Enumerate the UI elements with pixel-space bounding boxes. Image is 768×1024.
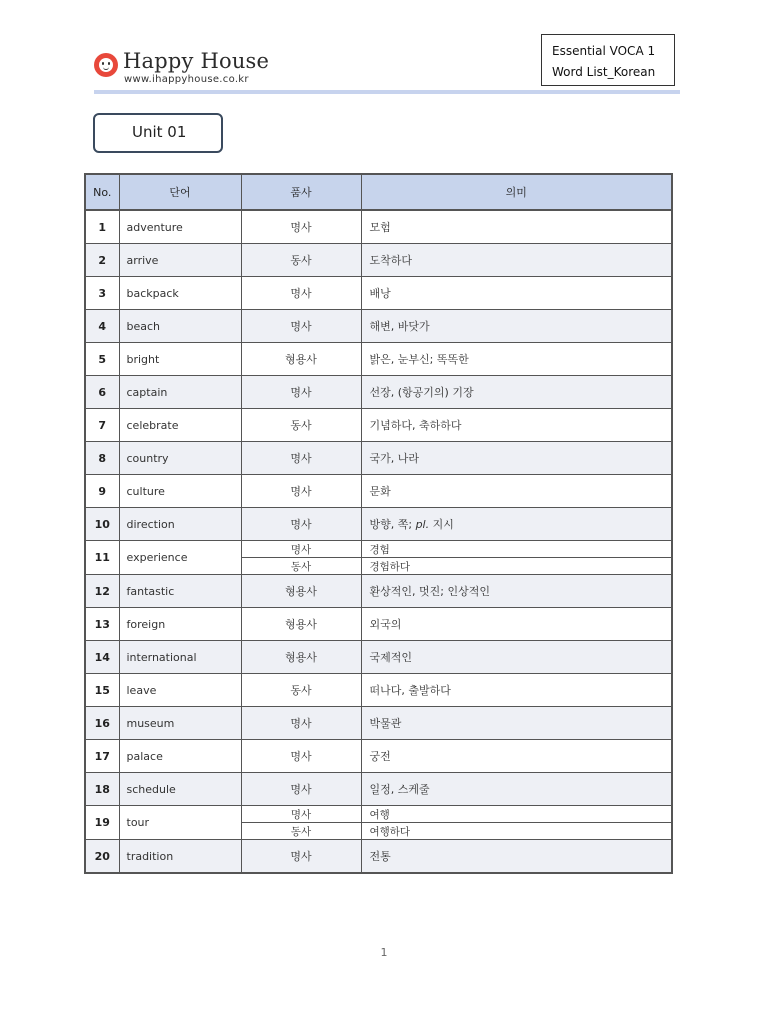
pos-cell: 명사 <box>241 277 361 310</box>
row-number: 17 <box>85 740 119 773</box>
table-row <box>85 707 672 740</box>
meaning-cell: 환상적인, 멋진; 인상적인 <box>361 575 672 608</box>
unit-label: Unit 01 <box>93 113 223 153</box>
row-number: 18 <box>85 773 119 806</box>
pos-cell: 동사 <box>241 823 361 840</box>
meaning-cell: 방향, 쪽; pl. 지시 <box>361 508 672 541</box>
document-subtitle: Word List_Korean <box>552 65 656 79</box>
row-number: 7 <box>85 409 119 442</box>
table-row <box>85 674 672 707</box>
word-cell: palace <box>119 740 241 773</box>
row-number: 4 <box>85 310 119 343</box>
row-number: 20 <box>85 840 119 874</box>
pos-cell: 명사 <box>241 840 361 874</box>
meaning-cell: 경험하다 <box>361 558 672 575</box>
row-number: 5 <box>85 343 119 376</box>
meaning-cell: 문화 <box>361 475 672 508</box>
brand-url: www.ihappyhouse.co.kr <box>124 74 249 85</box>
word-cell: arrive <box>119 244 241 277</box>
table-row <box>85 310 672 343</box>
word-cell: leave <box>119 674 241 707</box>
meaning-cell: 궁전 <box>361 740 672 773</box>
pos-cell: 명사 <box>241 773 361 806</box>
vocabulary-table-body <box>85 210 672 873</box>
word-cell: beach <box>119 310 241 343</box>
word-cell: backpack <box>119 277 241 310</box>
pos-cell: 명사 <box>241 707 361 740</box>
table-row <box>85 277 672 310</box>
column-header-word: 단어 <box>119 174 241 210</box>
row-number: 9 <box>85 475 119 508</box>
row-number: 1 <box>85 210 119 244</box>
row-number: 10 <box>85 508 119 541</box>
brand-name: Happy House <box>123 49 270 73</box>
pos-cell: 형용사 <box>241 343 361 376</box>
meaning-cell: 일정, 스케줄 <box>361 773 672 806</box>
row-number: 16 <box>85 707 119 740</box>
happy-house-logo <box>94 49 294 89</box>
word-cell: tradition <box>119 840 241 874</box>
word-cell: celebrate <box>119 409 241 442</box>
word-cell: captain <box>119 376 241 409</box>
pos-cell: 동사 <box>241 244 361 277</box>
table-row <box>85 376 672 409</box>
meaning-cell: 도착하다 <box>361 244 672 277</box>
table-row <box>85 244 672 277</box>
smiley-icon <box>94 53 118 77</box>
pos-cell: 동사 <box>241 558 361 575</box>
pos-cell: 형용사 <box>241 575 361 608</box>
pos-cell: 명사 <box>241 806 361 823</box>
row-number: 13 <box>85 608 119 641</box>
meaning-cell: 떠나다, 출발하다 <box>361 674 672 707</box>
row-number: 6 <box>85 376 119 409</box>
meaning-cell: 전통 <box>361 840 672 874</box>
meaning-cell: 해변, 바닷가 <box>361 310 672 343</box>
document-title-box <box>541 34 675 86</box>
meaning-cell: 기념하다, 축하하다 <box>361 409 672 442</box>
word-cell: bright <box>119 343 241 376</box>
pos-cell: 명사 <box>241 508 361 541</box>
meaning-cell: 여행하다 <box>361 823 672 840</box>
row-number: 2 <box>85 244 119 277</box>
pos-cell: 동사 <box>241 409 361 442</box>
row-number: 8 <box>85 442 119 475</box>
pos-cell: 동사 <box>241 674 361 707</box>
word-cell: culture <box>119 475 241 508</box>
table-row <box>85 475 672 508</box>
meaning-cell: 선장, (항공기의) 기장 <box>361 376 672 409</box>
meaning-cell: 외국의 <box>361 608 672 641</box>
pos-cell: 명사 <box>241 475 361 508</box>
table-row <box>85 740 672 773</box>
meaning-cell: 모험 <box>361 210 672 244</box>
table-row <box>85 840 672 874</box>
pos-cell: 형용사 <box>241 641 361 674</box>
table-row <box>85 210 672 244</box>
word-cell: foreign <box>119 608 241 641</box>
pos-cell: 명사 <box>241 310 361 343</box>
table-row <box>85 641 672 674</box>
header-divider <box>94 90 680 94</box>
table-row <box>85 541 672 558</box>
row-number: 3 <box>85 277 119 310</box>
word-cell: museum <box>119 707 241 740</box>
row-number: 19 <box>85 806 119 840</box>
table-row <box>85 773 672 806</box>
row-number: 11 <box>85 541 119 575</box>
pos-cell: 명사 <box>241 740 361 773</box>
column-header-no: No. <box>85 174 119 210</box>
word-cell: experience <box>119 541 241 575</box>
word-cell: fantastic <box>119 575 241 608</box>
table-row <box>85 806 672 823</box>
pos-cell: 명사 <box>241 442 361 475</box>
document-title: Essential VOCA 1 <box>552 44 656 58</box>
table-row <box>85 343 672 376</box>
pos-cell: 명사 <box>241 210 361 244</box>
meaning-cell: 여행 <box>361 806 672 823</box>
word-cell: tour <box>119 806 241 840</box>
vocabulary-table <box>84 173 673 874</box>
page-number: 1 <box>380 946 388 959</box>
meaning-cell: 국가, 나라 <box>361 442 672 475</box>
word-cell: country <box>119 442 241 475</box>
meaning-cell: 국제적인 <box>361 641 672 674</box>
word-cell: direction <box>119 508 241 541</box>
pos-cell: 형용사 <box>241 608 361 641</box>
row-number: 15 <box>85 674 119 707</box>
word-cell: international <box>119 641 241 674</box>
table-header-row <box>85 174 672 210</box>
pos-cell: 명사 <box>241 541 361 558</box>
table-row <box>85 608 672 641</box>
column-header-meaning: 의미 <box>361 174 672 210</box>
meaning-cell: 밝은, 눈부신; 똑똑한 <box>361 343 672 376</box>
pos-cell: 명사 <box>241 376 361 409</box>
column-header-pos: 품사 <box>241 174 361 210</box>
table-row <box>85 409 672 442</box>
word-cell: schedule <box>119 773 241 806</box>
meaning-cell: 박물관 <box>361 707 672 740</box>
word-cell: adventure <box>119 210 241 244</box>
row-number: 12 <box>85 575 119 608</box>
meaning-cell: 배낭 <box>361 277 672 310</box>
table-row <box>85 442 672 475</box>
row-number: 14 <box>85 641 119 674</box>
table-row <box>85 575 672 608</box>
table-row <box>85 508 672 541</box>
meaning-cell: 경험 <box>361 541 672 558</box>
